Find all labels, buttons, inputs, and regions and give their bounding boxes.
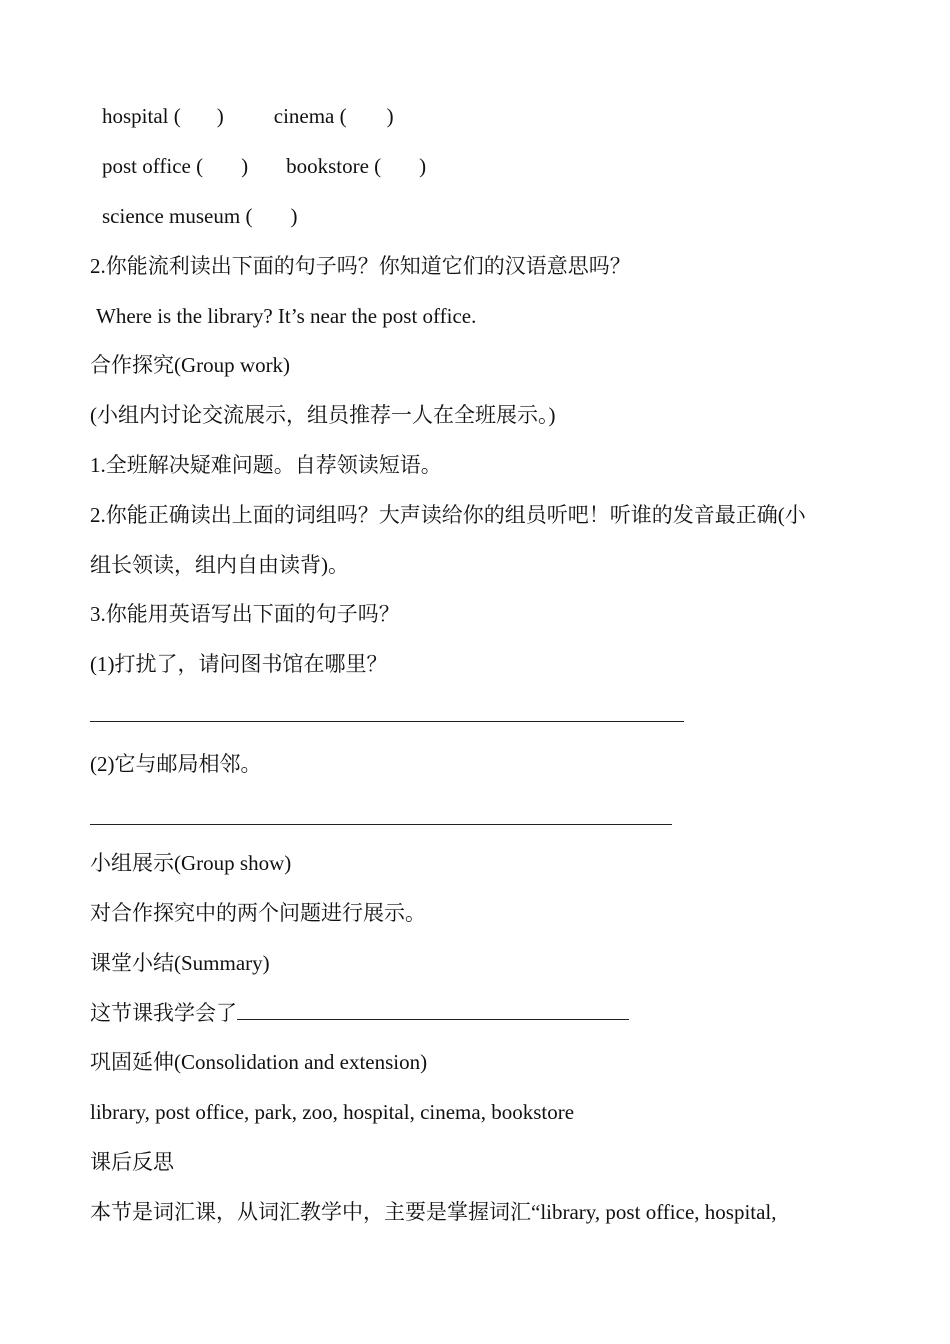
answer-blank-2[interactable] — [90, 824, 672, 825]
group-work-note: (小组内讨论交流展示，组员推荐一人在全班展示。) — [90, 403, 556, 427]
vocab-close-paren: ) — [290, 204, 298, 228]
vocab-science-museum: science museum ( — [102, 204, 253, 228]
answer-blank-1[interactable] — [90, 721, 684, 722]
task-1: 1.全班解决疑难问题。自荐领读短语。 — [90, 453, 442, 477]
vocab-bookstore: bookstore ( — [286, 154, 382, 178]
vocab-close-paren: ) — [419, 154, 427, 178]
group-work-heading: 合作探究(Group work) — [90, 353, 291, 377]
vocab-row-3 — [102, 202, 297, 230]
task-3-item-1: (1)打扰了，请问图书馆在哪里？ — [90, 652, 388, 676]
example-sentence: Where is the library? It’s near the post office. — [96, 304, 477, 328]
vocab-row-1 — [102, 102, 394, 130]
reflection-text: 本节是词汇课，从词汇教学中，主要是掌握词汇“library, post office, hospital, — [90, 1200, 777, 1224]
task-3: 3.你能用英语写出下面的句子吗？ — [90, 602, 400, 626]
vocab-close-paren: ) — [241, 154, 249, 178]
reflection-heading: 课后反思 — [90, 1150, 174, 1174]
vocab-cinema: cinema ( — [273, 104, 347, 128]
task-3-item-2: (2)它与邮局相邻。 — [90, 752, 262, 776]
vocab-hospital: hospital ( — [102, 104, 181, 128]
vocab-post-office: post office ( — [102, 154, 204, 178]
task-2-line-2: 组长领读，组内自由读背)。 — [90, 553, 349, 577]
consolidation-heading: 巩固延伸(Consolidation and extension) — [90, 1050, 428, 1074]
group-show-heading: 小组展示(Group show) — [90, 851, 292, 875]
group-show-text: 对合作探究中的两个问题进行展示。 — [90, 901, 426, 925]
summary-text: 这节课我学会了 — [90, 1001, 237, 1025]
vocab-row-2 — [102, 152, 426, 180]
consolidation-words: library, post office, park, zoo, hospital, cinema, bookstore — [90, 1100, 575, 1124]
summary-line — [90, 999, 629, 1027]
summary-heading: 课堂小结(Summary) — [90, 951, 270, 975]
question-2-read: 2.你能流利读出下面的句子吗？你知道它们的汉语意思吗？ — [90, 254, 631, 278]
vocab-close-paren: ) — [386, 104, 394, 128]
vocab-close-paren: ) — [216, 104, 224, 128]
summary-blank[interactable] — [237, 1001, 629, 1020]
task-2-line-1: 2.你能正确读出上面的词组吗？大声读给你的组员听吧！听谁的发音最正确(小 — [90, 503, 806, 527]
